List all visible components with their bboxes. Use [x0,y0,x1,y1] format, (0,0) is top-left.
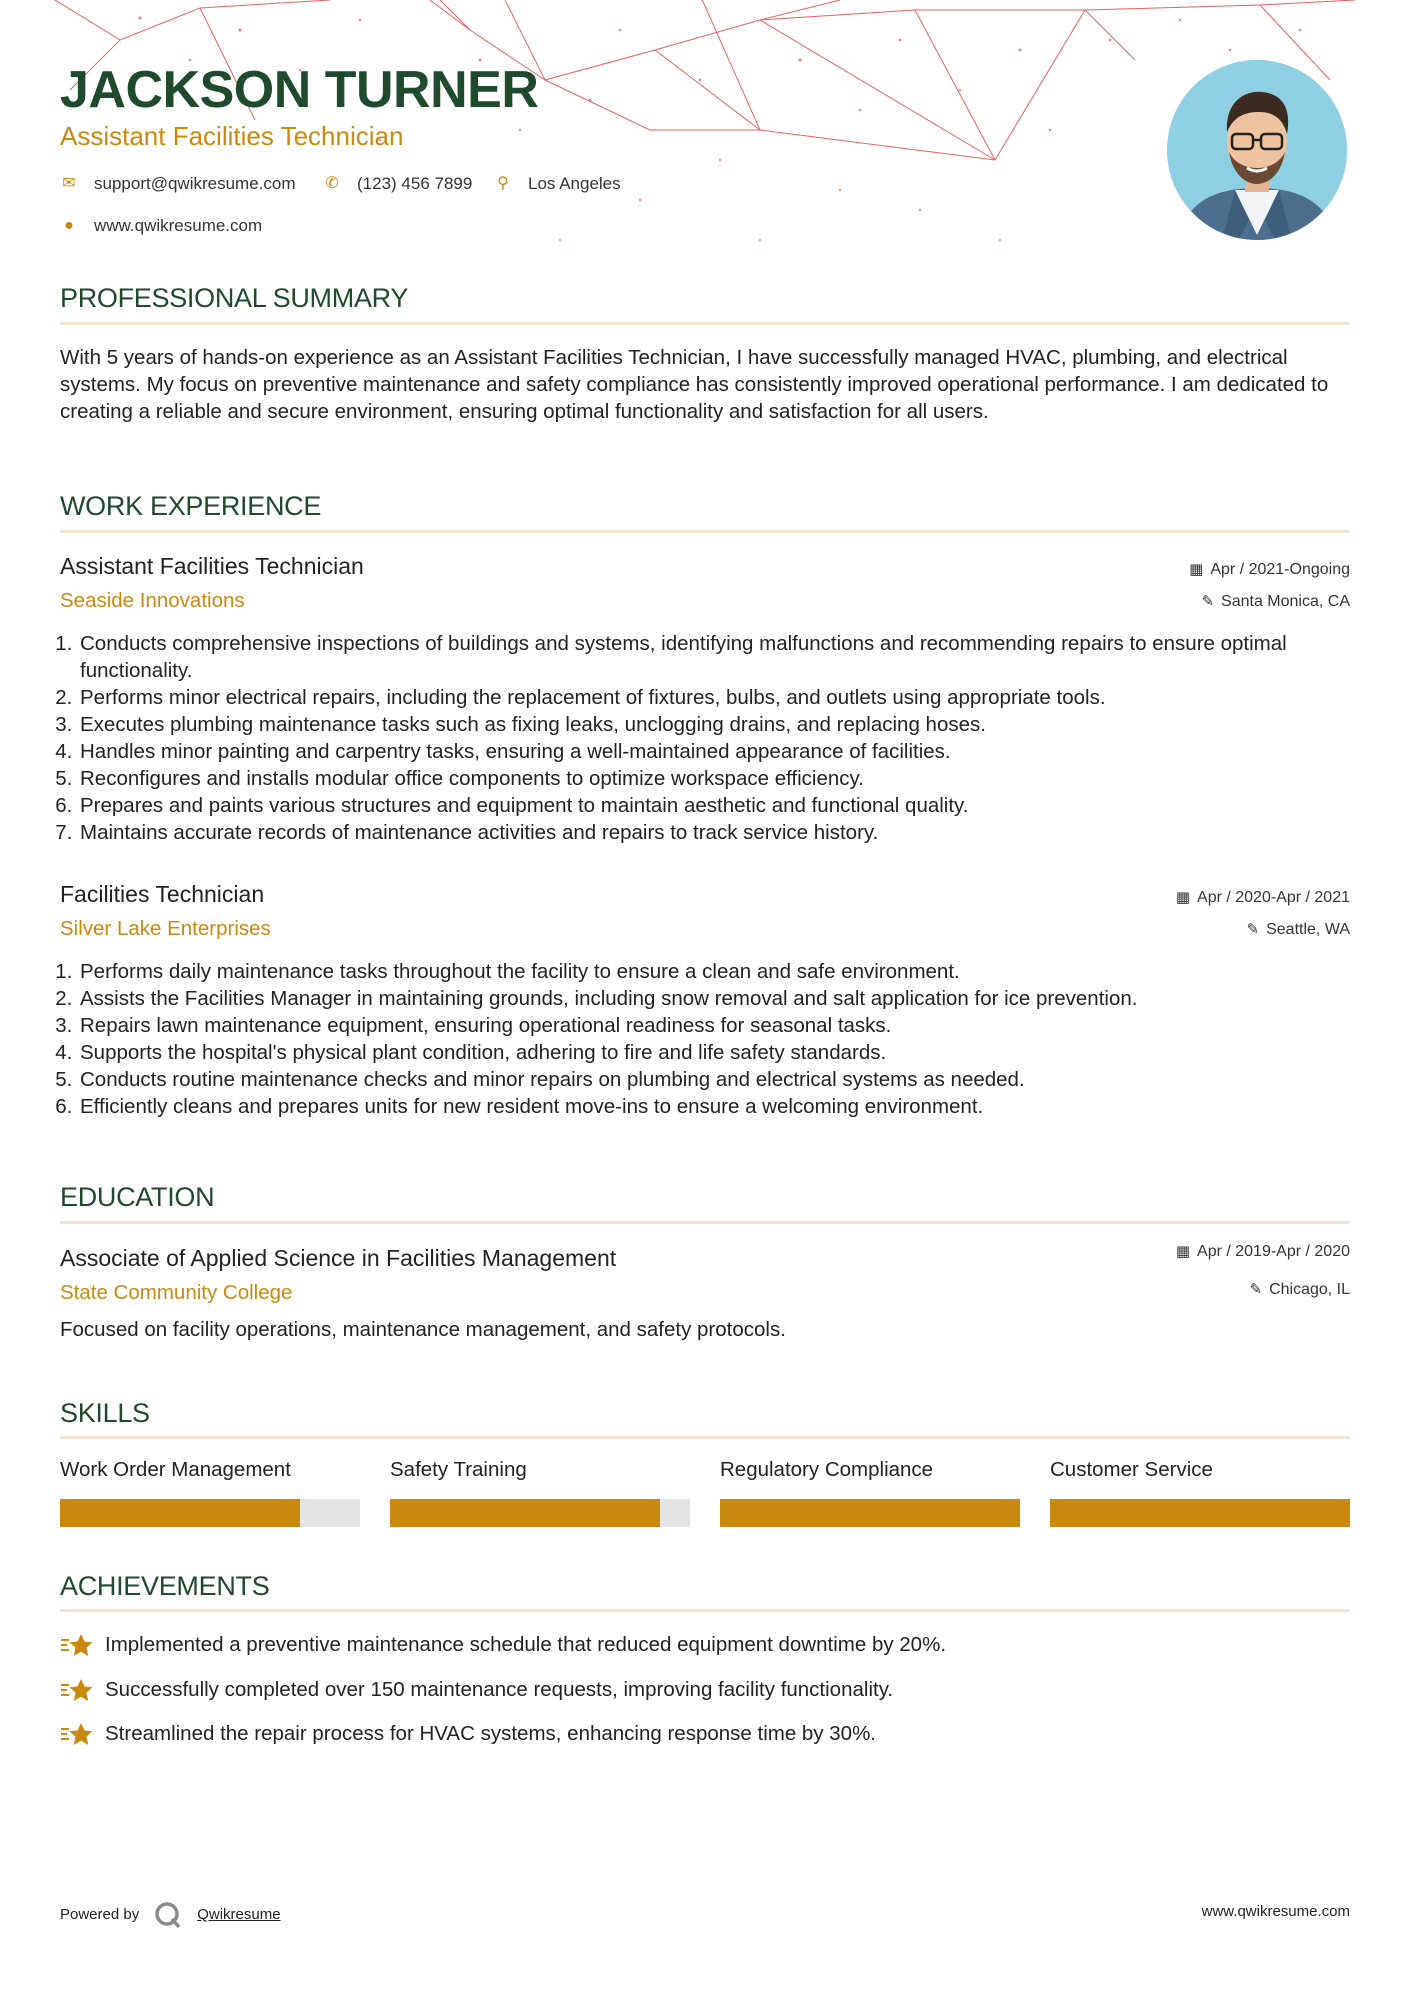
skill-level-fill [1050,1499,1350,1527]
job-location [1247,919,1350,941]
candidate-name: JACKSON TURNER [60,61,539,119]
duty-item: 1. Conducts comprehensive inspections of buildings and systems, identifying malfunctions and recommending repairs to ensure optimal functionality. [78,630,1368,684]
duty-item: 4. Supports the hospital's physical plant condition, adhering to fire and life safety standards. [78,1039,1368,1066]
powered-by-text: Powered by [60,1906,140,1923]
achievement-text: Implemented a preventive maintenance schedule that reduced equipment downtime by 20%. [105,1633,947,1656]
school-name: State Community College [60,1281,293,1304]
section-divider [60,530,1350,533]
job-date-text: Apr / 2020-Apr / 2021 [1197,889,1350,906]
education-date-text: Apr / 2019-Apr / 2020 [1197,1243,1350,1260]
skill-level-bar [720,1499,1020,1527]
skill-level-bar [390,1499,690,1527]
skill-level-fill [60,1499,300,1527]
phone-icon: ✆ [325,175,339,192]
skill-name: Regulatory Compliance [720,1458,934,1481]
map-pin-icon: ⚲ [497,175,509,192]
job-title: Facilities Technician [60,881,265,907]
skill-level-bar [60,1499,360,1527]
skill-item [60,1457,360,1483]
duty-item: 3. Executes plumbing maintenance tasks such as fixing leaks, unclogging drains, and replacing hoses. [78,711,1368,738]
achievement-item [60,1720,876,1748]
star-icon [60,1632,94,1658]
globe-icon: ● [64,217,74,234]
profile-photo [1167,60,1347,240]
calendar-icon: ▦ [1175,1243,1191,1260]
website-text: www.qwikresume.com [94,216,263,235]
calendar-icon: ▦ [1175,889,1191,906]
skill-name: Customer Service [1050,1458,1213,1481]
job-location [1201,591,1350,613]
job-duties-list [60,958,1368,1120]
degree-title: Associate of Applied Science in Facilities Management [60,1245,617,1271]
education-location [1249,1279,1350,1301]
pushpin-icon: ✎ [1246,921,1260,938]
section-divider [60,322,1350,325]
education-location-text: Chicago, IL [1269,1281,1350,1298]
email-text: support@qwikresume.com [94,174,296,193]
calendar-icon: ▦ [1189,561,1204,578]
duty-item: 1. Performs daily maintenance tasks throughout the facility to ensure a clean and safe environment. [78,958,1368,985]
envelope-icon: ✉ [62,175,76,192]
education-description: Focused on facility operations, maintenance management, and safety protocols. [60,1318,786,1341]
job-date [1176,887,1350,909]
job-location-text: Santa Monica, CA [1221,593,1350,610]
duty-item: 4. Handles minor painting and carpentry tasks, ensuring a well-maintained appearance of facilities. [78,738,1368,765]
achievements-heading: ACHIEVEMENTS [60,1571,270,1601]
skill-item [720,1457,1020,1483]
qwikresume-logo-icon [153,1900,183,1930]
experience-heading: WORK EXPERIENCE [60,491,322,521]
achievement-item [60,1631,946,1659]
duty-item: 3. Repairs lawn maintenance equipment, ensuring operational readiness for seasonal tasks. [78,1012,1368,1039]
achievement-text: Successfully completed over 150 maintenance requests, improving facility functionality. [105,1678,894,1701]
candidate-title: Assistant Facilities Technician [60,121,404,151]
location-text: Los Angeles [528,174,621,193]
section-divider [60,1436,1350,1439]
contact-location [494,172,621,196]
education-heading: EDUCATION [60,1182,215,1212]
contact-website[interactable] [60,214,262,238]
job-date [1189,559,1350,581]
education-date [1176,1241,1350,1263]
star-icon [60,1721,94,1747]
duty-item: 2. Performs minor electrical repairs, including the replacement of fixtures, bulbs, and outlets using appropriate tools. [78,684,1368,711]
qwikresume-link[interactable]: Qwikresume [197,1906,281,1923]
skill-item [1050,1457,1350,1483]
footer-url[interactable]: www.qwikresume.com [1201,1903,1350,1920]
skills-heading: SKILLS [60,1398,150,1428]
job-location-text: Seattle, WA [1266,921,1350,938]
skill-level-fill [390,1499,660,1527]
achievement-item [60,1676,893,1704]
duty-item: 5. Reconfigures and installs modular office components to optimize workspace efficiency. [78,765,1368,792]
skill-name: Work Order Management [60,1458,291,1481]
summary-heading: PROFESSIONAL SUMMARY [60,283,409,313]
skill-level-fill [720,1499,1020,1527]
skill-name: Safety Training [390,1458,527,1481]
duty-item: 7. Maintains accurate records of maintenance activities and repairs to track service history. [78,819,1368,846]
duty-item: 2. Assists the Facilities Manager in maintaining grounds, including snow removal and salt application for ice prevention. [78,985,1368,1012]
job-title: Assistant Facilities Technician [60,553,364,579]
skill-level-bar [1050,1499,1350,1527]
pushpin-icon: ✎ [1201,593,1215,610]
duty-item: 5. Conducts routine maintenance checks and minor repairs on plumbing and electrical systems as needed. [78,1066,1368,1093]
duty-item: 6. Efficiently cleans and prepares units for new resident move-ins to ensure a welcoming environment. [78,1093,1368,1120]
contact-phone[interactable] [323,172,472,196]
pushpin-icon: ✎ [1249,1281,1263,1298]
job-date-text: Apr / 2021-Ongoing [1210,561,1350,578]
contact-email[interactable] [60,172,296,196]
company-name: Seaside Innovations [60,589,245,612]
job-duties-list [60,630,1368,846]
company-name: Silver Lake Enterprises [60,917,271,940]
duty-item: 6. Prepares and paints various structures and equipment to maintain aesthetic and functional quality. [78,792,1368,819]
achievement-text: Streamlined the repair process for HVAC systems, enhancing response time by 30%. [105,1722,877,1745]
section-divider [60,1609,1350,1612]
phone-text: (123) 456 7899 [357,174,473,193]
star-icon [60,1677,94,1703]
summary-text: With 5 years of hands-on experience as an Assistant Facilities Technician, I have successfully managed HVAC, plumbing, and electrical systems. My focus on preventive maintenance and safety compliance has consistently improved operational performance. I am dedicated to creating a reliable and secure environment, ensuring optimal functionality and satisfaction for all users. [60,346,1329,423]
skill-item [390,1457,690,1483]
section-divider [60,1221,1350,1224]
footer-powered-by [60,1900,281,1930]
